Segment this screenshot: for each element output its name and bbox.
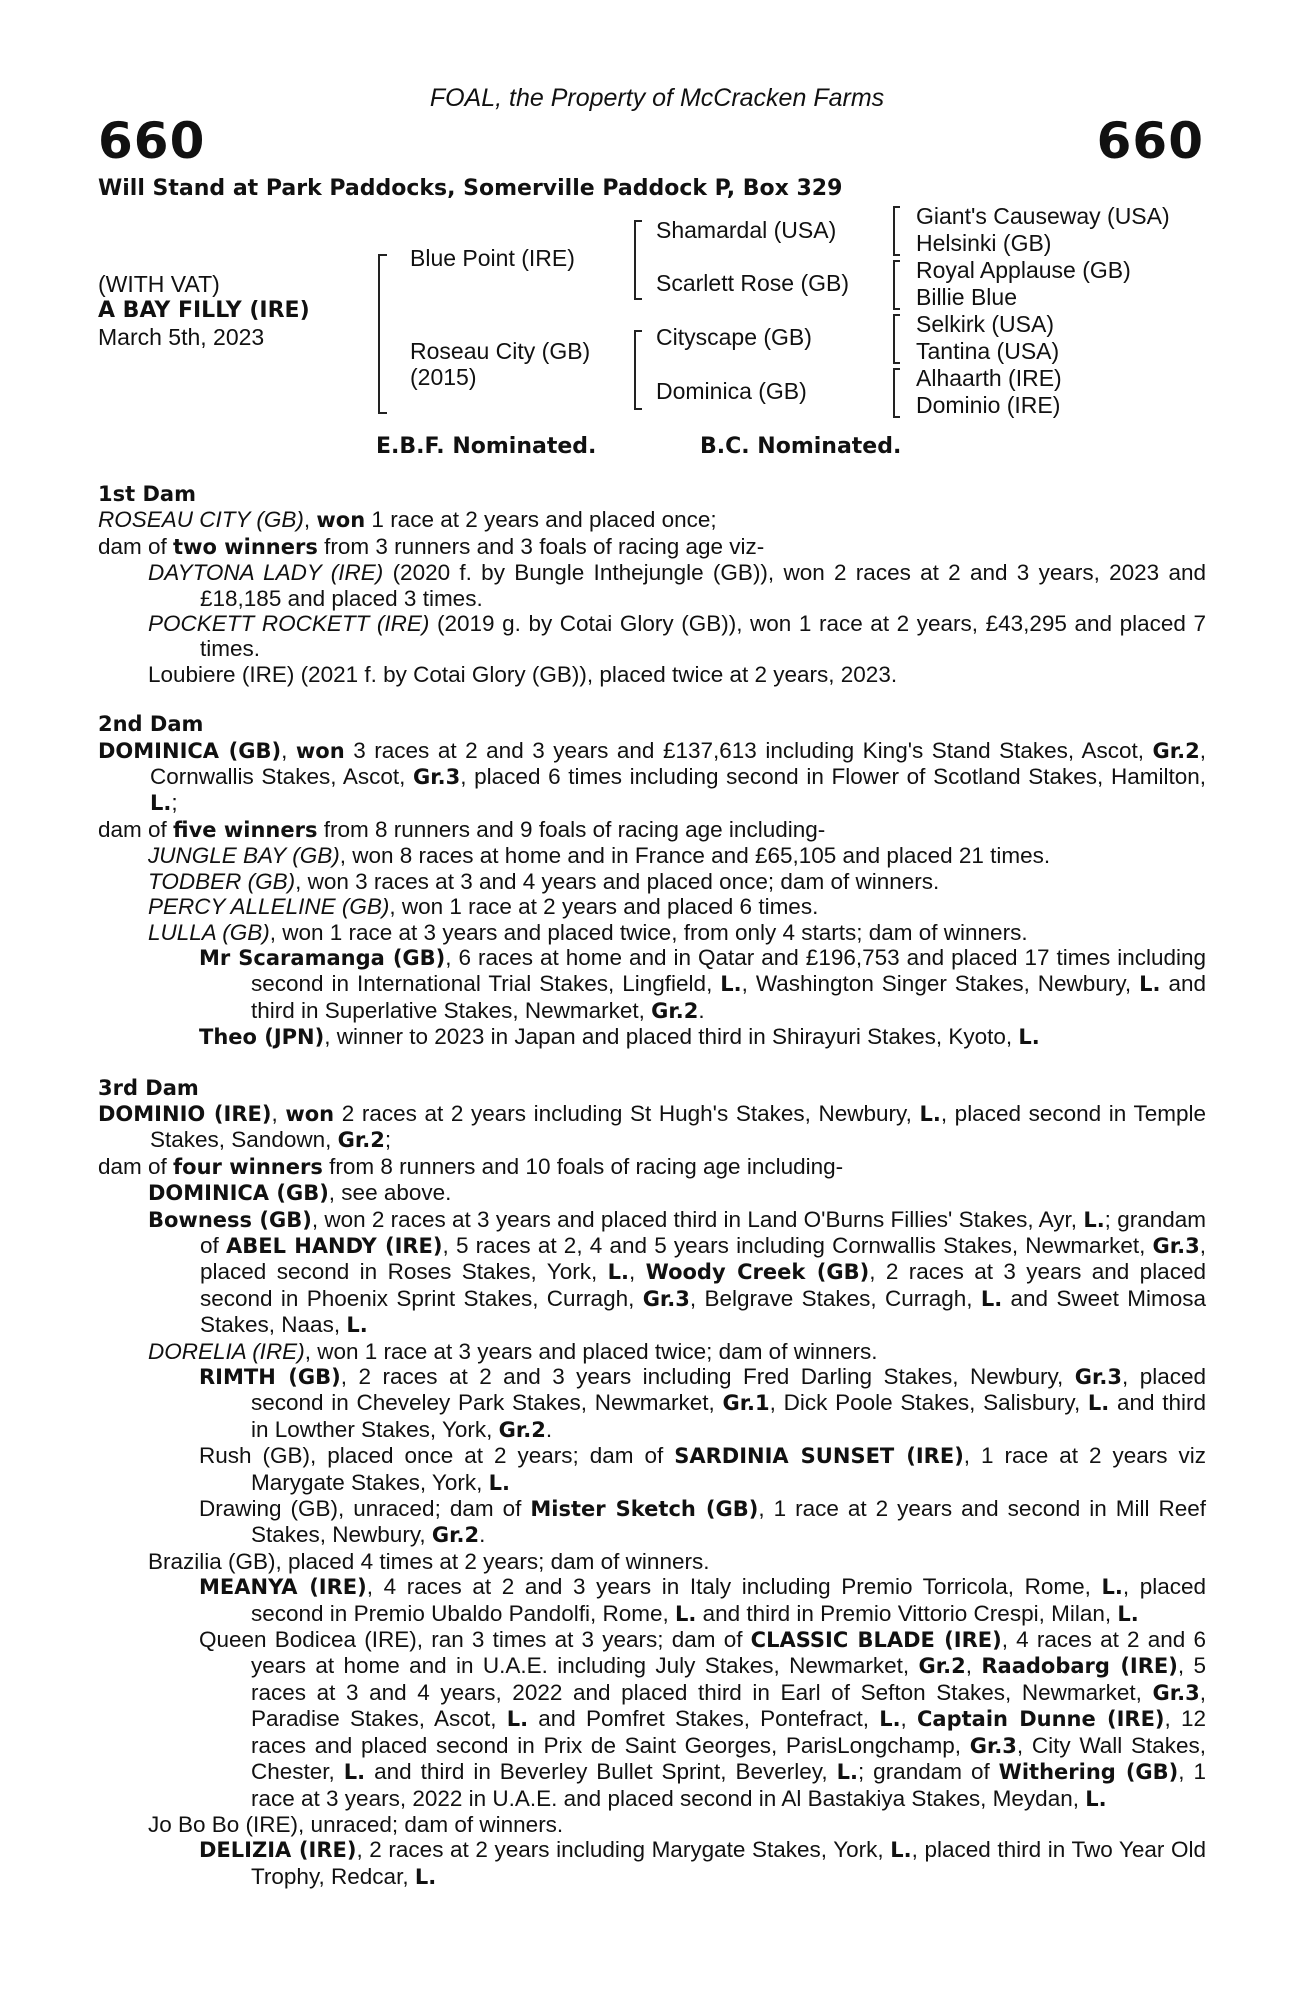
brace-g3 <box>893 314 900 364</box>
lot-number-left: 660 <box>98 112 206 170</box>
first-dam-summary: ROSEAU CITY (GB), won 1 race at 2 years and placed once; <box>98 507 717 533</box>
grand-offspring-entry: Theo (JPN), winner to 2023 in Japan and placed third in Shirayuri Stakes, Kyoto, L. <box>199 1024 1040 1050</box>
second-dam-produce: dam of five winners from 8 runners and 9 foals of racing age including- <box>98 816 826 842</box>
second-dam-summary: DOMINICA (GB), won 3 races at 2 and 3 years and £137,613 including King's Stand Stakes, Ascot, Gr.2, Cornwallis Stakes, Ascot, Gr.3, placed 6 times including second in Flower of Scotland Stakes, Hamilton, L.; <box>98 737 1206 816</box>
bc-nomination: B.C. Nominated. <box>700 434 902 459</box>
ebf-nomination: E.B.F. Nominated. <box>376 434 597 459</box>
dam-year: (2015) <box>410 364 477 390</box>
sire-dam: Scarlett Rose (GB) <box>656 270 849 296</box>
third-dam-produce: dam of four winners from 8 runners and 10 foals of racing age including- <box>98 1153 844 1179</box>
grand-offspring-entry: Queen Bodicea (IRE), ran 3 times at 3 years; dam of CLASSIC BLADE (IRE), 4 races at 2 and 6 years at home and in U.A.E. including July Stakes, Newmarket, Gr.2, Raadobarg (IRE), 5 races at 3 and 4 years, 2022 and placed third in Earl of Sefton Stakes, Newmarket, Gr.3, Paradise Stakes, Ascot, L. and Pomfret Stakes, Pontefract, L., Captain Dunne (IRE), 12 races and placed second in Prix de Saint Georges, ParisLongchamp, Gr.3, City Wall Stakes, Chester, L. and third in Beverley Bullet Sprint, Beverley, L.; grandam of Withering (GB), 1 race at 3 years, 2022 in U.A.E. and placed second in Al Bastakiya Stakes, Meydan, L. <box>199 1627 1207 1811</box>
dam-dam: Dominica (GB) <box>656 378 807 404</box>
grand-offspring-entry: DELIZIA (IRE), 2 races at 2 years including Marygate Stakes, York, L., placed third in Two Year Old Trophy, Redcar, L. <box>199 1837 1206 1889</box>
grand-offspring-entry: RIMTH (GB), 2 races at 2 and 3 years including Fred Darling Stakes, Newbury, Gr.3, placed second in Cheveley Park Stakes, Newmarket, Gr.1, Dick Poole Stakes, Salisbury, L. and third in Lowther Stakes, York, Gr.2. <box>199 1364 1207 1442</box>
ancestor-7: Alhaarth (IRE) <box>916 365 1062 391</box>
offspring-entry: Brazilia (GB), placed 4 times at 2 years; dam of winners. <box>148 1548 710 1574</box>
sire: Blue Point (IRE) <box>410 245 575 271</box>
second-dam-heading: 2nd Dam <box>98 712 204 737</box>
ancestor-1: Giant's Causeway (USA) <box>916 203 1170 229</box>
ancestor-3: Royal Applause (GB) <box>916 257 1131 283</box>
grand-offspring-entry: Drawing (GB), unraced; dam of Mister Sketch (GB), 1 race at 2 years and second in Mill Reef Stakes, Newbury, Gr.2. <box>199 1496 1206 1548</box>
pedigree-notes <box>98 482 1206 1890</box>
grand-offspring-entry: Rush (GB), placed once at 2 years; dam of SARDINIA SUNSET (IRE), 1 race at 2 years viz Marygate Stakes, York, L. <box>199 1443 1206 1495</box>
stand-location: Will Stand at Park Paddocks, Somerville Paddock P, Box 329 <box>98 176 843 201</box>
grand-offspring-entry: Mr Scaramanga (GB), 6 races at home and in Qatar and £196,753 and placed 17 times including second in International Trial Stakes, Lingfield, L., Washington Singer Stakes, Newbury, L. and third in Superlative Stakes, Newmarket, Gr.2. <box>199 944 1207 1023</box>
offspring-entry: LULLA (GB), won 1 race at 3 years and placed twice, from only 4 starts; dam of winners. <box>148 919 1028 945</box>
lot-number-right: 660 <box>1096 112 1204 170</box>
brace-dam <box>634 330 642 410</box>
third-dam-summary: DOMINIO (IRE), won 2 races at 2 years including St Hugh's Stakes, Newbury, L., placed second in Temple Stakes, Sandown, Gr.2; <box>98 1100 1206 1153</box>
dam-sire: Cityscape (GB) <box>656 324 812 350</box>
grand-offspring-entry: MEANYA (IRE), 4 races at 2 and 3 years in Italy including Premio Torricola, Rome, L., placed second in Premio Ubaldo Pandolfi, Rome, L. and third in Premio Vittorio Crespi, Milan, L. <box>199 1574 1206 1626</box>
catalogue-subtitle: FOAL, the Property of McCracken Farms <box>429 84 885 112</box>
offspring-entry: DOMINICA (GB), see above. <box>148 1180 452 1206</box>
dam: Roseau City (GB) <box>410 338 591 364</box>
ancestor-4: Billie Blue <box>916 284 1017 310</box>
brace-g4 <box>893 368 900 418</box>
vat-note: (WITH VAT) <box>98 271 220 297</box>
lot-name: A BAY FILLY (IRE) <box>98 298 310 323</box>
offspring-entry: POCKETT ROCKETT (IRE) (2019 g. by Cotai Glory (GB)), won 1 race at 2 years, £43,295 and placed 7 times. <box>148 611 1206 662</box>
foaling-date: March 5th, 2023 <box>98 324 265 350</box>
offspring-entry: TODBER (GB), won 3 races at 3 and 4 years and placed once; dam of winners. <box>148 868 940 894</box>
brace-sire <box>634 220 642 300</box>
offspring-entry: JUNGLE BAY (GB), won 8 races at home and in France and £65,105 and placed 21 times. <box>148 843 1051 869</box>
sire-sire: Shamardal (USA) <box>656 217 837 243</box>
brace-g2 <box>893 260 900 310</box>
offspring-entry: PERCY ALLELINE (GB), won 1 race at 2 years and placed 6 times. <box>148 894 819 920</box>
offspring-entry: DAYTONA LADY (IRE) (2020 f. by Bungle Inthejungle (GB)), won 2 races at 2 and 3 years, 2023 and £18,185 and placed 3 times. <box>148 560 1206 611</box>
first-dam-heading: 1st Dam <box>98 482 196 506</box>
ancestor-8: Dominio (IRE) <box>916 392 1061 418</box>
ancestor-2: Helsinki (GB) <box>916 230 1052 256</box>
ancestor-6: Tantina (USA) <box>916 338 1060 364</box>
third-dam-heading: 3rd Dam <box>98 1075 199 1100</box>
brace-main <box>378 254 387 414</box>
first-dam-produce: dam of two winners from 3 runners and 3 foals of racing age viz- <box>98 533 765 559</box>
offspring-entry: Jo Bo Bo (IRE), unraced; dam of winners. <box>148 1811 564 1837</box>
offspring-entry: DORELIA (IRE), won 1 race at 3 years and placed twice; dam of winners. <box>148 1338 878 1364</box>
offspring-entry: Loubiere (IRE) (2021 f. by Cotai Glory (GB)), placed twice at 2 years, 2023. <box>148 661 898 687</box>
brace-g1 <box>893 206 900 256</box>
ancestor-5: Selkirk (USA) <box>916 311 1055 337</box>
offspring-entry: Bowness (GB), won 2 races at 3 years and placed third in Land O'Burns Fillies' Stakes, Ayr, L.; grandam of ABEL HANDY (IRE), 5 races at 2, 4 and 5 years including Cornwallis Stakes, Newmarket, Gr.3, placed second in Roses Stakes, York, L., Woody Creek (GB), 2 races at 3 years and placed second in Phoenix Sprint Stakes, Curragh, Gr.3, Belgrave Stakes, Curragh, L. and Sweet Mimosa Stakes, Naas, L. <box>148 1206 1207 1338</box>
